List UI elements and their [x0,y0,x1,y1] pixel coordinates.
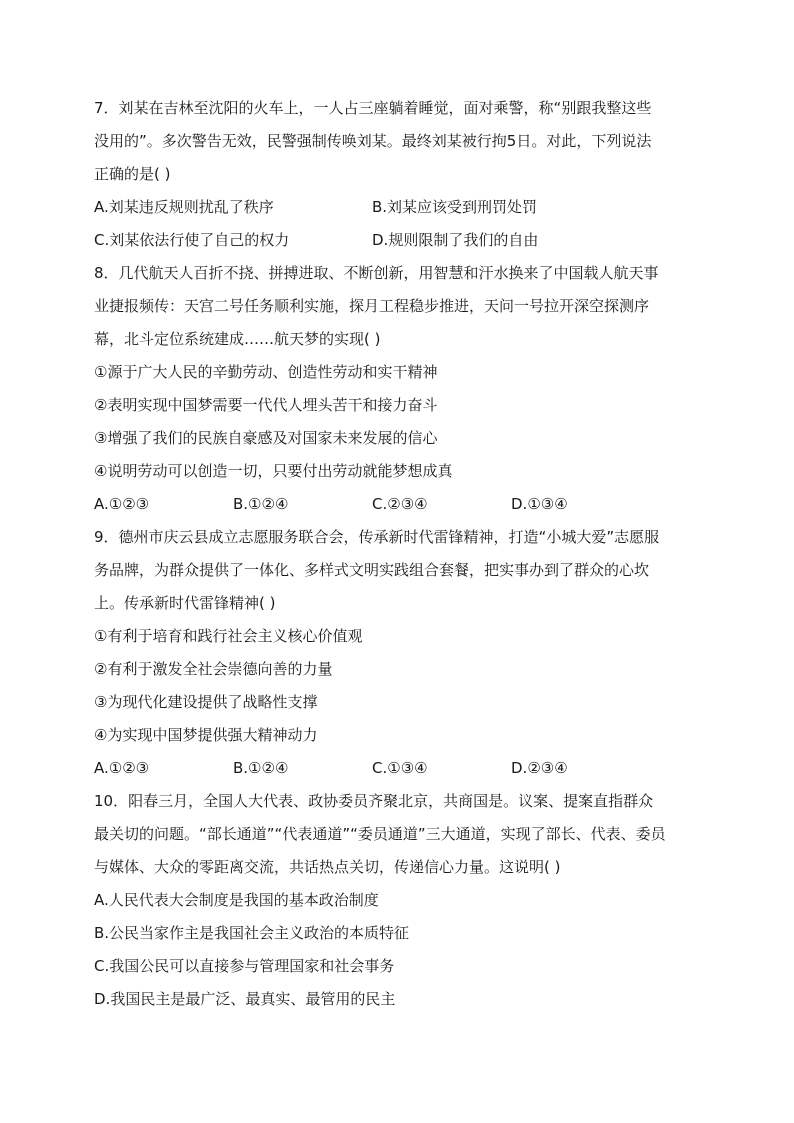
option-a: A.①②③ [94,759,150,777]
option-a: A.①②③ [94,495,150,513]
question-stem-line: 务品牌，为群众提供了一体化、多样式文明实践组合套餐，把实事办到了群众的心坎 [94,561,650,579]
question-stem-line: 8．几代航天人百折不挠、拼搏进取、不断创新，用智慧和汗水换来了中国载人航天事 [94,264,659,282]
option-d: D.①③④ [511,495,568,513]
question-10 [94,785,706,1016]
question-stem-line: 业捷报频传：天宫二号任务顺利实施，探月工程稳步推进，天问一号拉开深空探测序 [94,297,650,315]
question-stem-line: 没用的”。多次警告无效，民警强制传唤刘某。最终刘某被行拘5日。对此，下列说法 [94,132,652,150]
options-row [94,752,706,785]
statement-2: ②有利于激发全社会崇德向善的力量 [94,660,333,678]
option-d: D.规则限制了我们的自由 [372,231,539,249]
option-c: C.我国公民可以直接参与管理国家和社会事务 [94,957,395,975]
option-b: B.刘某应该受到刑罚处罚 [372,198,538,216]
statement-2: ②表明实现中国梦需要一代代人埋头苦干和接力奋斗 [94,396,438,414]
question-stem-line: 7．刘某在吉林至沈阳的火车上，一人占三座躺着睡觉，面对乘警，称“别跟我整这些 [94,99,652,117]
option-a: A.刘某违反规则扰乱了秩序 [94,198,274,216]
question-stem-line: 最关切的问题。“部长通道”“代表通道”“委员通道”三大通道，实现了部长、代表、委员 [94,825,666,843]
statement-3: ③为现代化建设提供了战略性支撑 [94,693,318,711]
options-row [94,191,706,224]
option-d: D.②③④ [511,759,568,777]
option-a: A.人民代表大会制度是我国的基本政治制度 [94,891,379,909]
option-d: D.我国民主是最广泛、最真实、最管用的民主 [94,990,396,1008]
question-9 [94,521,706,785]
options-row [94,488,706,521]
statement-1: ①有利于培育和践行社会主义核心价值观 [94,627,363,645]
statement-3: ③增强了我们的民族自豪感及对国家未来发展的信心 [94,429,438,447]
question-stem-line: 上。传承新时代雷锋精神( ) [94,594,276,612]
question-stem-line: 9．德州市庆云县成立志愿服务联合会，传承新时代雷锋精神，打造“小城大爱”志愿服 [94,528,660,546]
question-stem-line: 与媒体、大众的零距离交流，共话热点关切，传递信心力量。这说明( ) [94,858,561,876]
question-7 [94,92,706,257]
question-stem-line: 10．阳春三月，全国人大代表、政协委员齐聚北京，共商国是。议案、提案直指群众 [94,792,654,810]
exam-page [94,92,706,1016]
statement-4: ④说明劳动可以创造一切，只要付出劳动就能梦想成真 [94,462,453,480]
question-stem-line: 幕，北斗定位系统建成……航天梦的实现( ) [94,330,381,348]
option-c: C.②③④ [372,495,428,513]
statement-4: ④为实现中国梦提供强大精神动力 [94,726,318,744]
option-c: C.①③④ [372,759,428,777]
options-row [94,224,706,257]
option-c: C.刘某依法行使了自己的权力 [94,231,290,249]
question-8 [94,257,706,521]
statement-1: ①源于广大人民的辛勤劳动、创造性劳动和实干精神 [94,363,438,381]
option-b: B.①②④ [233,759,289,777]
option-b: B.公民当家作主是我国社会主义政治的本质特征 [94,924,410,942]
option-b: B.①②④ [233,495,289,513]
question-stem-line: 正确的是( ) [94,165,171,183]
